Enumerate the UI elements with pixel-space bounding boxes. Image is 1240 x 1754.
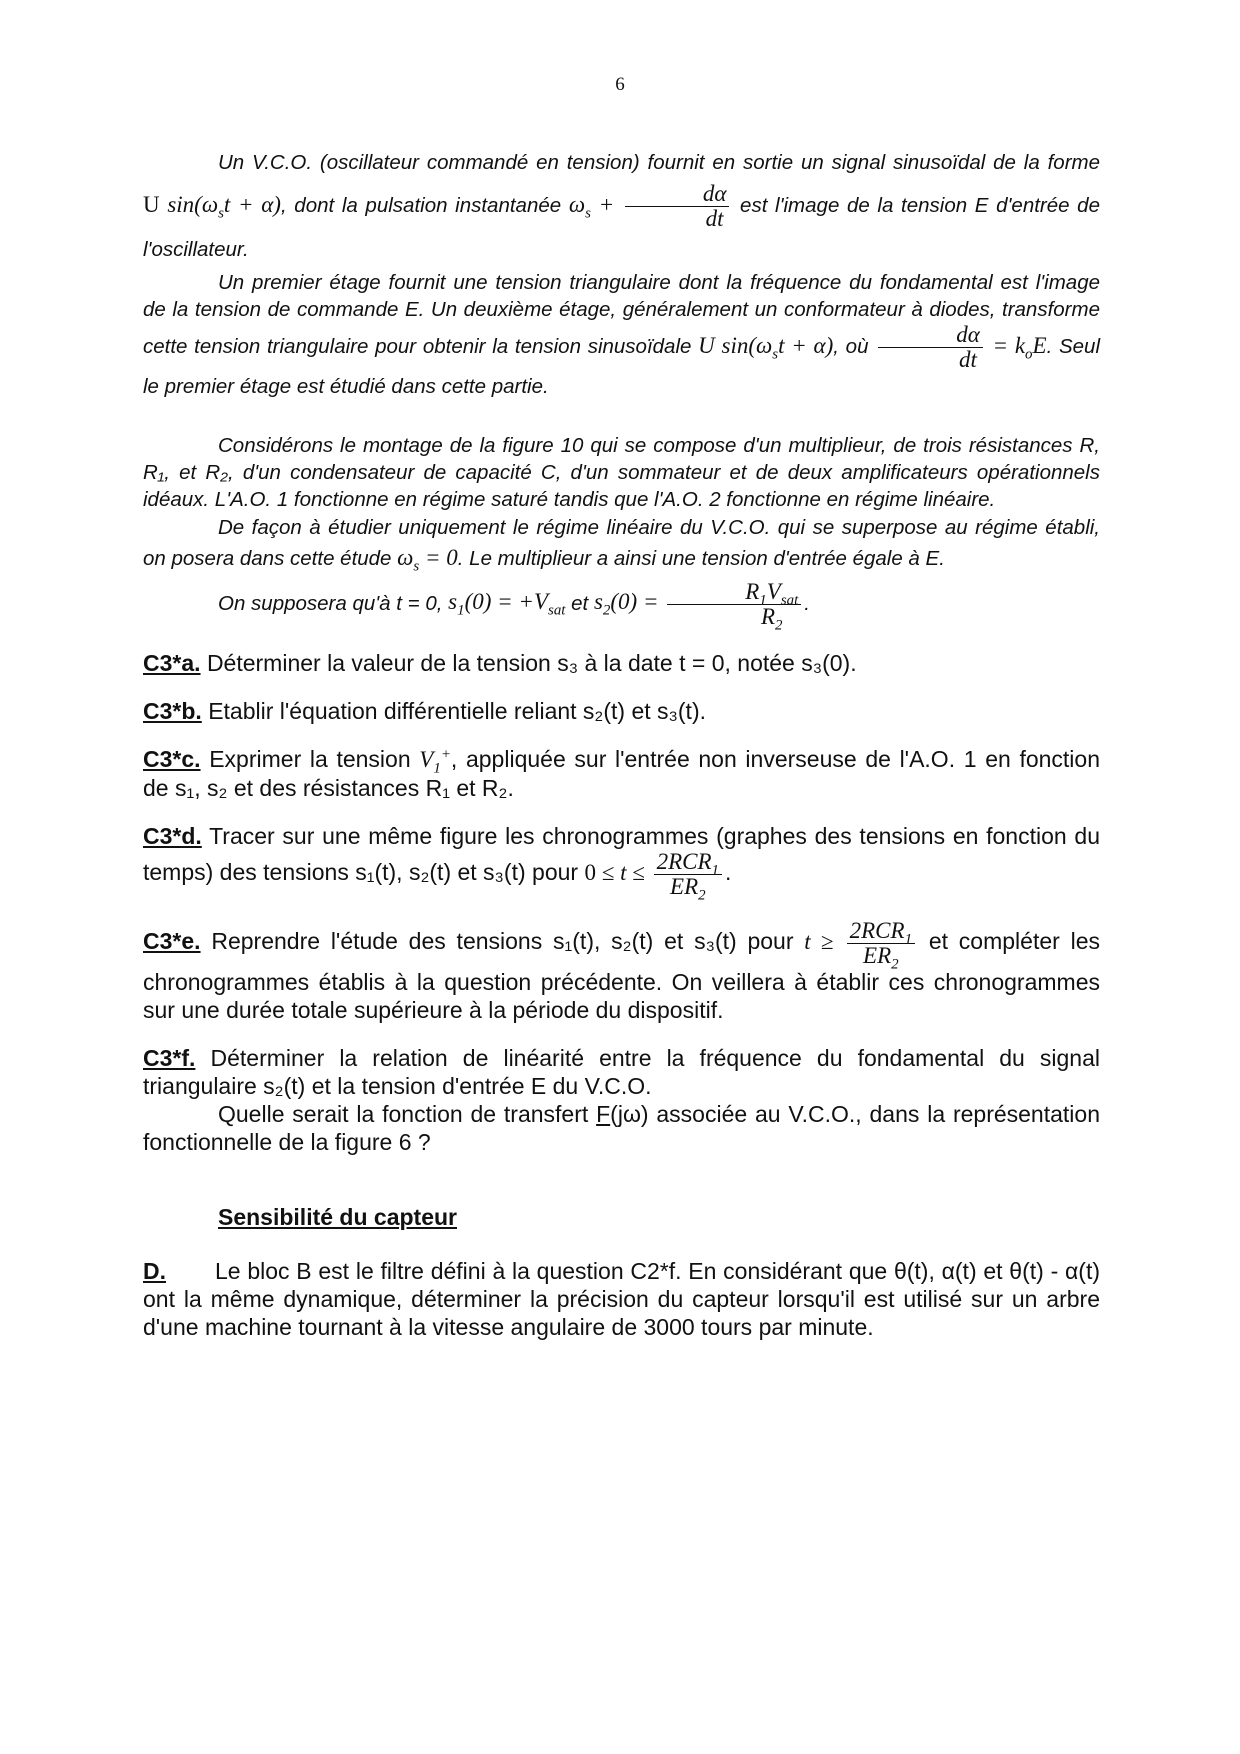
equation-signal: U $\sin(\omega_st + \alpha)$ [143,191,281,222]
equation-s1-initial: $s_1(0) = +V_{sat}$ [448,589,566,620]
question-c3f-transfer: Quelle serait la fonction de transfert F(jω) associée au V.C.O., dans la représentation fonctionnelle de la figure 6 ? [143,1101,1100,1156]
equation-sinus: U $\sin(\omega_st + \alpha)$ [698,333,834,363]
equation-s2-initial: $s_2(0)$ = $\frac{R_1V_{sat}}{R_2}$ [594,589,804,614]
question-c3e: C3*e. Reprendre l'étude des tensions s₁(t), s₂(t) et s₃(t) pour t ≥ $\frac{2RCR_1}{ER_2}$ et compléter les chronogrammes établis à la question précédente. On veillera à établir ces chronogrammes sur une durée totale supérieure à la période du dispositif. [143,918,1100,1024]
question-c3c: C3*c. Exprimer la tension $V_1^+$, appliquée sur l'entrée non inverseuse de l'A.O. 1 en fonction de s₁, s₂ et des résistances R₁ et R₂. [143,745,1101,801]
page-content [143,144,1100,1341]
question-label: D. [143,1258,166,1285]
equation-omega-zero: $\omega_s = 0$ [397,544,458,575]
equation-dalpha: $\frac{d\alpha}{dt}$ = $k_oE$ [875,333,1046,358]
question-c3b: C3*b. Etablir l'équation différentielle reliant s₂(t) et s₃(t). [143,697,707,724]
vco-paragraph-3: Considérons le montage de la figure 10 qui se compose d'un multiplieur, de trois résistances R, R₁, et R₂, d'un condensateur de capacité C, d'un sommateur et de deux amplificateurs opérationnels idéaux. L'A.O. 1 fonctionne en régime saturé tandis que l'A.O. 2 fonctionne en régime linéaire. [143,433,1100,511]
equation-v1-plus: $V_1^+$ [419,746,451,777]
vco-paragraph-4: De façon à étudier uniquement le régime linéaire du V.C.O. qui se superpose au régime établi, on posera dans cette étude $\omega_s = 0$. Le multiplieur a ainsi une tension d'entrée égale à E. [143,515,1100,575]
question-d: D. Le bloc B est le filtre défini à la question C2*f. En considérant que θ(t), α(t) et θ(t) - α(t) ont la même dynamique, déterminer la précision du capteur lorsqu'il est utilisé sur un arbre d'une machine tournant à la vitesse angulaire de 3000 tours par minute. [143,1258,1100,1341]
question-c3d: C3*d. Tracer sur une même figure les chronogrammes (graphes des tensions en fonction du temps) des tensions s₁(t), s₂(t) et s₃(t) pour 0 ≤ t ≤ $\frac{2RCR_1}{ER_2}$ . [143,822,1100,904]
vco-paragraph-5: On supposera qu'à t = 0, $s_1(0) = +V_{sat}$ et $s_2(0)$ = $\frac{R_1V_{sat}}{R_2}$ . [218,578,810,634]
question-label: C3*b. [143,697,202,724]
question-label: C3*e. [143,928,201,955]
question-label: C3*a. [143,649,201,676]
question-c3f: C3*f. Déterminer la relation de linéarité entre la fréquence du fondamental du signal triangulaire s₂(t) et la tension d'entrée E du V.C.O. [143,1045,1101,1100]
vco-paragraph-2: Un premier étage fournit une tension triangulaire dont la fréquence du fondamental est l'image de la tension de commande E. Un deuxième étage, généralement un conformateur à diodes, transforme cette tension triangulaire pour obtenir la tension sinusoïdale U $\sin(\omega_st + \alpha)$, où $\frac{d\alpha}{dt}$ = $k_oE$. Seul le premier étage est étudié dans cette partie. [143,271,1101,398]
equation-pulsation: $\omega_s$ + $\frac{d\alpha}{dt}$ [569,192,733,217]
vco-paragraph-1: Un V.C.O. (oscillateur commandé en tension) fournit en sortie un signal sinusoïdal de la forme U $\sin(\omega_st + \alpha)$, dont la pulsation instantanée $\omega_s$ + $\frac{d\alpha}{dt}$ est l'image de la tension E d'entrée de l'oscillateur. [143,151,1100,262]
section-heading: Sensibilité du capteur [218,1204,457,1231]
question-label: C3*c. [143,745,201,772]
page-number: 6 [615,74,625,95]
equation-time-range-e: t ≥ $\frac{2RCR_1}{ER_2}$ [804,929,918,954]
question-label: C3*d. [143,822,202,849]
equation-time-range-d: 0 ≤ t ≤ $\frac{2RCR_1}{ER_2}$ [584,860,725,885]
question-c3a: C3*a. Déterminer la valeur de la tension s₃ à la date t = 0, notée s₃(0). [143,649,857,676]
question-label: C3*f. [143,1045,196,1072]
